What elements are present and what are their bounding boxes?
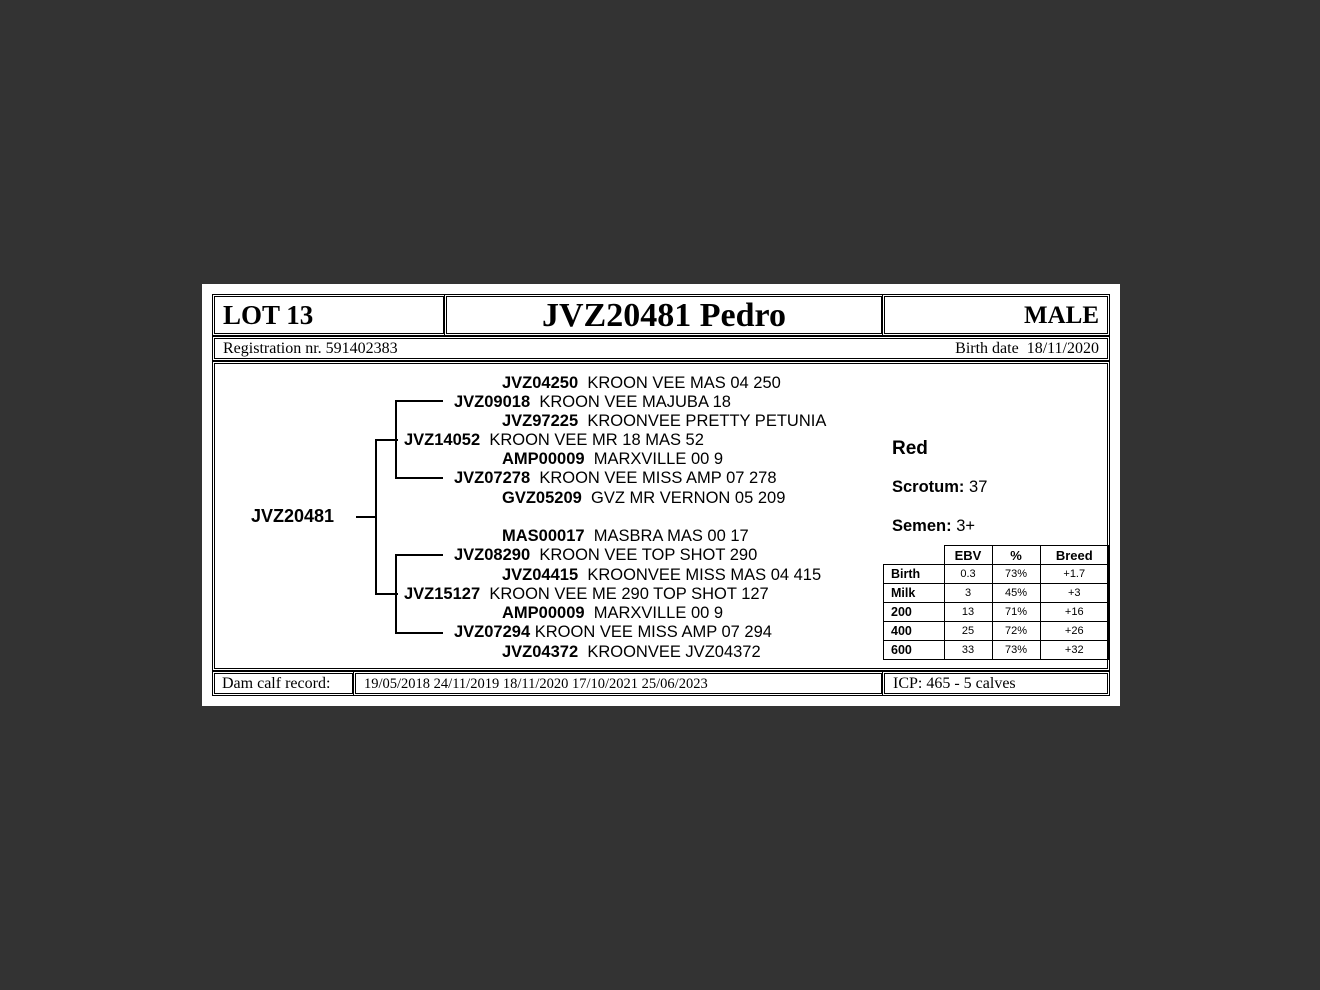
icp-box — [884, 673, 1108, 694]
ebv-accuracy: 73% — [992, 565, 1040, 584]
sex-label: MALE — [1024, 302, 1099, 329]
tree-line — [356, 516, 376, 518]
ebv-value: 0.3 — [944, 565, 992, 584]
ebv-breed: +1.7 — [1040, 565, 1109, 584]
sire-dam-sire: AMP00009 MARXVILLE 00 9 — [502, 450, 724, 468]
ebv-row — [884, 641, 1109, 660]
ebv-row-label: Milk — [884, 584, 945, 603]
ebv-table — [883, 545, 1109, 660]
animal-id: JVZ20481 — [251, 506, 335, 526]
dam-dam: JVZ07294 KROON VEE MISS AMP 07 294 — [454, 623, 772, 641]
ebv-value: 3 — [944, 584, 992, 603]
tree-line — [375, 439, 377, 594]
ebv-row-label: 400 — [884, 622, 945, 641]
ebv-breed: +32 — [1040, 641, 1109, 660]
ebv-accuracy: 71% — [992, 603, 1040, 622]
ebv-row-label: Birth — [884, 565, 945, 584]
ebv-row — [884, 622, 1109, 641]
scrotum: Scrotum: 37 — [892, 478, 988, 496]
ebv-row-label: 200 — [884, 603, 945, 622]
tree-line — [395, 477, 443, 479]
dam-sire-sire: MAS00017 MASBRA MAS 00 17 — [502, 527, 749, 545]
color-value: Red — [892, 438, 928, 459]
dam-calf-label: Dam calf record: — [222, 675, 331, 692]
birth-date: Birth date 18/11/2020 — [955, 340, 1099, 357]
ebv-row — [884, 603, 1109, 622]
ebv-col-header: EBV — [944, 546, 992, 565]
semen: Semen: 3+ — [892, 517, 976, 535]
ebv-row — [884, 584, 1109, 603]
sire-dam-dam: GVZ05209 GVZ MR VERNON 05 209 — [502, 489, 786, 507]
sire-dam: JVZ07278 KROON VEE MISS AMP 07 278 — [454, 469, 777, 487]
registration-row — [214, 338, 1108, 359]
registration-number: Registration nr. 591402383 — [223, 340, 398, 357]
dam-calf-label-box — [214, 673, 353, 694]
sire-sire-sire: JVZ04250 KROON VEE MAS 04 250 — [502, 374, 781, 392]
ebv-col-header: Breed — [1040, 546, 1109, 565]
icp-value: ICP: 465 - 5 calves — [893, 675, 1016, 692]
ebv-accuracy: 45% — [992, 584, 1040, 603]
dam-calf-dates-box — [355, 673, 882, 694]
ebv-col-header: % — [992, 546, 1040, 565]
dam-calf-dates: 19/05/2018 24/11/2019 18/11/2020 17/10/2021 25/06/2023 — [364, 676, 708, 692]
title-box — [446, 296, 882, 334]
ebv-row-label: 600 — [884, 641, 945, 660]
lot-card — [202, 284, 1120, 706]
ebv-value: 25 — [944, 622, 992, 641]
sex-box — [884, 296, 1108, 334]
animal-title: JVZ20481 Pedro — [542, 297, 786, 334]
ebv-value: 33 — [944, 641, 992, 660]
tree-line — [395, 400, 397, 478]
ebv-accuracy: 73% — [992, 641, 1040, 660]
ebv-breed: +3 — [1040, 584, 1109, 603]
dam-sire-dam: JVZ04415 KROONVEE MISS MAS 04 415 — [502, 566, 822, 584]
ebv-value: 13 — [944, 603, 992, 622]
ebv-corner — [884, 546, 945, 565]
tree-line — [395, 554, 397, 633]
dam-dam-dam: JVZ04372 KROONVEE JVZ04372 — [502, 643, 761, 661]
ebv-breed: +26 — [1040, 622, 1109, 641]
dam-sire: JVZ08290 KROON VEE TOP SHOT 290 — [454, 546, 758, 564]
tree-line — [395, 554, 443, 556]
tree-line — [395, 632, 443, 634]
ebv-header-row — [884, 546, 1109, 565]
lot-box — [214, 296, 444, 334]
ebv-accuracy: 72% — [992, 622, 1040, 641]
dam-dam-sire: AMP00009 MARXVILLE 00 9 — [502, 604, 724, 622]
lot-number: LOT 13 — [223, 300, 314, 330]
tree-line — [395, 400, 443, 402]
ebv-breed: +16 — [1040, 603, 1109, 622]
sire: JVZ14052 KROON VEE MR 18 MAS 52 — [404, 431, 704, 449]
sire-sire-dam: JVZ97225 KROONVEE PRETTY PETUNIA — [502, 412, 827, 430]
ebv-row — [884, 565, 1109, 584]
dam: JVZ15127 KROON VEE ME 290 TOP SHOT 127 — [404, 585, 769, 603]
sire-sire: JVZ09018 KROON VEE MAJUBA 18 — [454, 393, 731, 411]
